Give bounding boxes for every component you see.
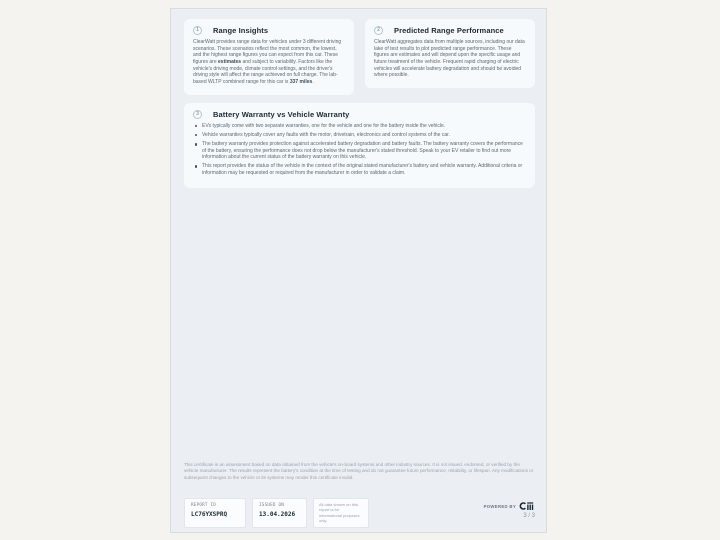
bullet-item: EVs typically come with two separate warranties, one for the vehicle and one for the battery inside the vehicle. bbox=[193, 123, 526, 130]
issued-on-value: 13.04.2026 bbox=[259, 510, 296, 518]
section-header bbox=[193, 26, 345, 35]
report-id-box bbox=[184, 498, 246, 528]
section-predicted-range-performance bbox=[365, 19, 535, 88]
section-number-badge: 1 bbox=[193, 26, 202, 35]
page-indicator: 3 / 3 bbox=[523, 513, 535, 519]
section-title: Battery Warranty vs Vehicle Warranty bbox=[213, 109, 350, 119]
report-footer bbox=[184, 498, 535, 528]
section-number-badge: 2 bbox=[374, 26, 383, 35]
report-content bbox=[171, 9, 546, 188]
powered-by-label: POWERED BY bbox=[483, 503, 516, 509]
top-cards-row bbox=[184, 19, 535, 95]
section-battery-warranty bbox=[184, 103, 535, 188]
warranty-bullet-list bbox=[193, 123, 526, 177]
body-text: . bbox=[312, 79, 314, 86]
section-range-insights bbox=[184, 19, 354, 95]
footer-right bbox=[484, 498, 535, 519]
powered-by-row bbox=[484, 502, 535, 510]
informational-note: All data shown on this report is for informational purposes only. bbox=[319, 502, 360, 524]
section-body bbox=[193, 39, 345, 86]
informational-note-box bbox=[313, 498, 369, 528]
certificate-disclaimer: This certificate is an assessment based on data obtained from the vehicle's on-board systems and other industry sources. It is not issued, endorsed, or verified by the vehicle manufacturer. The results represent the battery's condition at the time of testing and do not guarantee future performance, reliability, or lifespan. Any modifications or subsequent changes to the vehicle or its systems may render this certificate invalid. bbox=[184, 462, 534, 480]
section-number-badge: 3 bbox=[193, 110, 202, 119]
body-text: and subject to variability. Factors like the vehicle's driving mode, climate control settings, and the driver's driving style will affect the range achieved on full charge. The lab-based WLTP combined range for this car is bbox=[193, 59, 338, 86]
report-id-label: REPORT ID bbox=[191, 503, 217, 508]
issued-on-label: ISSUED ON bbox=[259, 503, 285, 508]
bullet-item: The battery warranty provides protection against accelerated battery degradation and battery faults. The battery warranty covers the performance of the battery, ensuring the performance does not drop below the manufacturer's stated threshold. Speak to your EV retailer to find out more information about the current status of the battery warranty on this vehicle. bbox=[193, 141, 526, 161]
section-body: ClearWatt aggregates data from multiple sources, including our data lake of test results to plot predicted range performance. These figures are estimates and will depend upon the specific usage and future treatment of the vehicle. Frequent rapid charging of electric vehicles will accelerate battery degradation and should be avoided where possible. bbox=[374, 39, 525, 79]
report-page bbox=[170, 8, 547, 533]
bullet-item: This report provides the status of the vehicle in the context of the original stated manufacturer's battery and vehicle warranty. Additional criteria or information may be requested or required from the manufacturer in order to validate a claim. bbox=[193, 163, 526, 176]
section-header bbox=[193, 110, 526, 119]
report-id-value: LC76YXSPRQ bbox=[191, 510, 228, 518]
section-title: Range Insights bbox=[213, 26, 269, 35]
body-text-bold: estimates bbox=[218, 59, 242, 66]
body-text-bold: 337 miles bbox=[289, 79, 313, 86]
section-title: Predicted Range Performance bbox=[394, 26, 504, 35]
clearwatt-logo-icon bbox=[519, 502, 535, 510]
body-text: ClearWatt provides range data for vehicles under 3 different driving scenarios. These scenarios reflect the most common, the lowest, and the highest range figures you can expect from this car. These figures are bbox=[193, 39, 342, 66]
issued-on-box bbox=[252, 498, 307, 528]
section-header bbox=[374, 26, 526, 35]
bullet-item: Vehicle warranties typically cover any faults with the motor, drivetrain, electronics and control systems of the car. bbox=[193, 132, 526, 139]
